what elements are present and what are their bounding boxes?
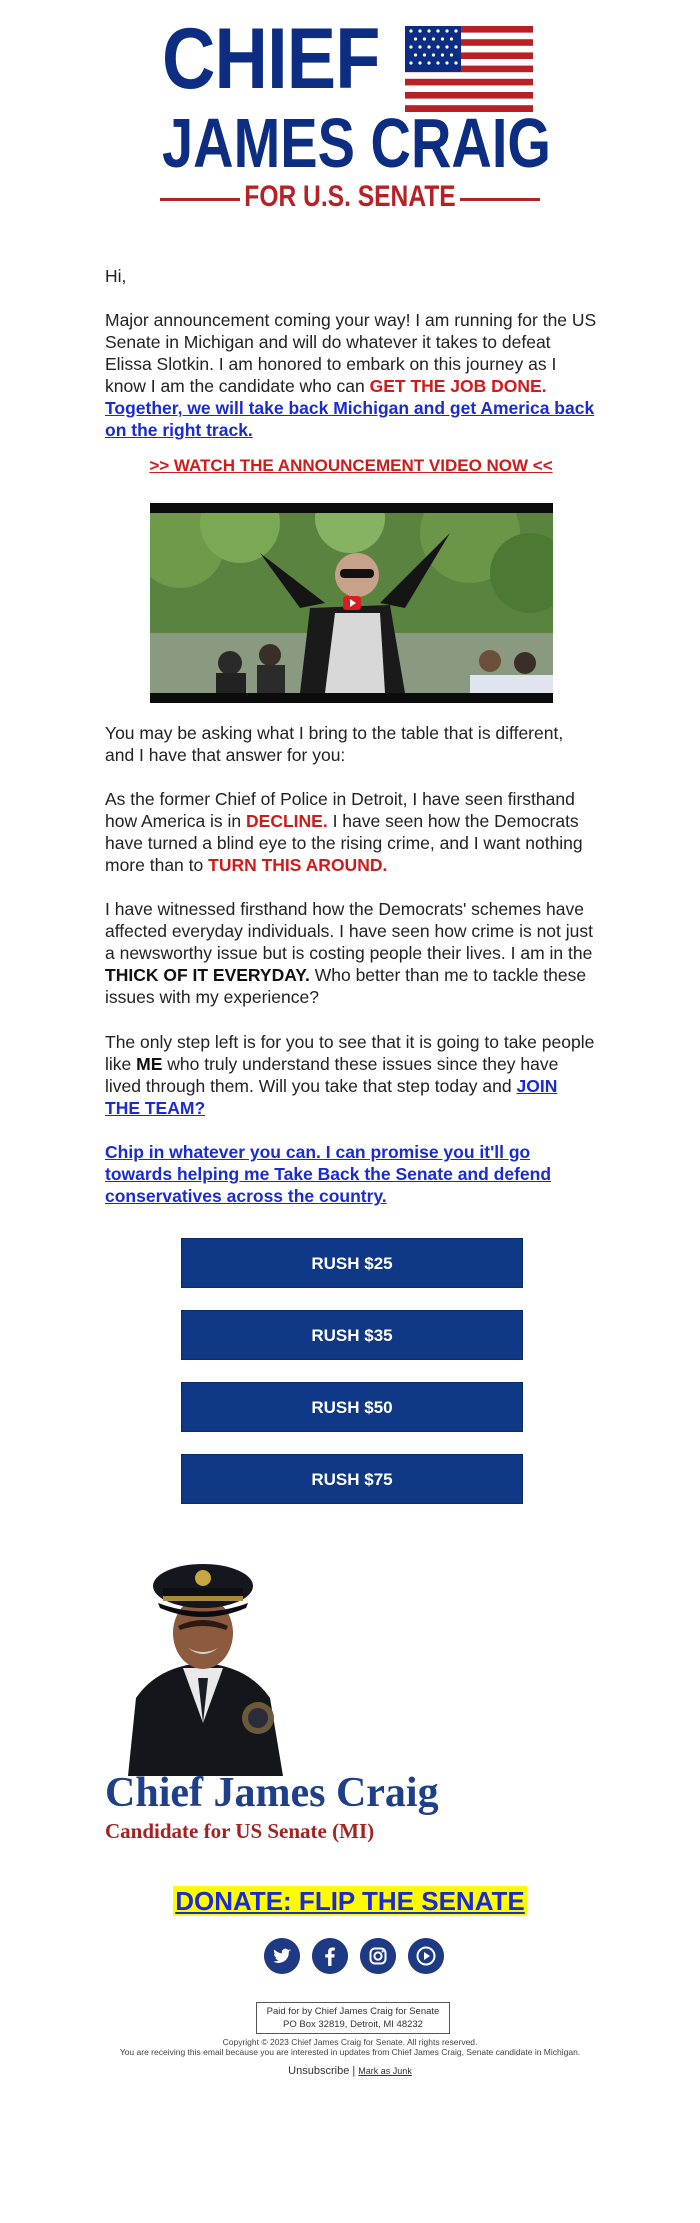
paragraph-6 [105,1141,597,1207]
social-links [264,1938,444,1974]
copyright-text: Copyright © 2023 Chief James Craig for Senate. All rights reserved. [222,2037,478,2047]
donate-flip-senate-link[interactable]: DONATE: FLIP THE SENATE [175,1886,525,1916]
rush-50-button[interactable]: RUSH $50 [181,1382,523,1432]
play-icon[interactable] [343,596,361,610]
paid-for-by-box [256,2002,450,2034]
p1-red: GET THE JOB DONE. [369,376,547,396]
p3-red-decline: DECLINE. [246,811,328,831]
chip-in-link[interactable]: Chip in whatever you can. I can promise you it'll go towards helping me Take Back the Senate and defend conservatives across the country. [105,1142,552,1206]
greeting [105,265,597,287]
p1-text: Major announcement coming your way! I am running for the US Senate in Michigan and will do whatever it takes to defeat Elissa Slotkin. I am honored to embark on this journey as I know I am the candidate who can [105,310,597,396]
signature-title: Candidate for US Senate (MI) [105,1819,375,1843]
copyright-block [0,2037,700,2057]
unsubscribe-row [0,2065,700,2077]
p3-text-b: I have seen how the Democrats have turned a blind eye to the rising crime, and I want nothing more than to [105,811,583,875]
signature-name: Chief James Craig [105,1770,439,1816]
p2-text: You may be asking what I bring to the table that is different, and I have that answer for you: [105,723,564,765]
instagram-icon[interactable] [360,1938,396,1974]
rush-75-button[interactable]: RUSH $75 [181,1454,523,1504]
rush-25-button[interactable]: RUSH $25 [181,1238,523,1288]
logo-senate: FOR U.S. SENATE [244,180,456,213]
take-back-michigan-link[interactable]: Together, we will take back Michigan and get America back on the right track. [105,398,595,440]
rumble-icon[interactable] [408,1938,444,1974]
paid-line-1: Paid for by Chief James Craig for Senate [266,2006,440,2017]
campaign-logo [160,11,551,224]
p4-text-a: I have witnessed firsthand how the Democrats' schemes have affected everyday individuals. I have seen how crime is not just a newsworthy issue but is costing people their lives. I am in the [105,899,593,963]
p3-text-a: As the former Chief of Police in Detroit, I have seen firsthand how America is in [105,789,575,831]
logo-name: JAMES CRAIG [162,104,551,182]
unsubscribe-link[interactable]: Unsubscribe [288,2065,350,2077]
paragraph-4 [105,898,597,1008]
facebook-icon[interactable] [312,1938,348,1974]
join-team-link[interactable]: JOIN THE TEAM? [105,1076,558,1118]
paragraph-5 [105,1031,597,1119]
rush-35-button[interactable]: RUSH $35 [181,1310,523,1360]
receiving-text: You are receiving this email because you are interested in updates from Chief James Craig, Senate candidate in Michigan. [119,2047,581,2057]
p4-bold: THICK OF IT EVERYDAY. [105,965,310,985]
p5-text-a: The only step left is for you to see that it is going to take people like [105,1032,595,1074]
candidate-portrait [118,1548,288,1776]
paid-line-2: PO Box 32819, Detroit, MI 48232 [283,2019,423,2030]
greeting-text: Hi, [105,266,127,286]
paragraph-3 [105,788,597,876]
donation-buttons [181,1238,523,1526]
p5-text-b: who truly understand these issues since they have lived through them. Will you take that step today and [105,1054,559,1096]
watch-video-link[interactable]: >> WATCH THE ANNOUNCEMENT VIDEO NOW << [149,456,553,475]
p4-text-b: Who better than me to tackle these issues with my experience? [105,965,587,1007]
paragraph-1 [105,309,597,441]
donate-banner [0,1886,700,1917]
us-flag-icon [405,26,533,112]
mark-as-junk-link[interactable]: Mark as Junk [358,2066,412,2076]
p5-bold: ME [136,1054,163,1074]
p3-red-turn: TURN THIS AROUND. [208,855,388,875]
paragraph-2 [105,722,597,766]
announcement-video[interactable] [150,503,553,703]
twitter-icon[interactable] [264,1938,300,1974]
footer-separator: | [349,2065,359,2077]
logo-chief: CHIEF [162,11,380,107]
